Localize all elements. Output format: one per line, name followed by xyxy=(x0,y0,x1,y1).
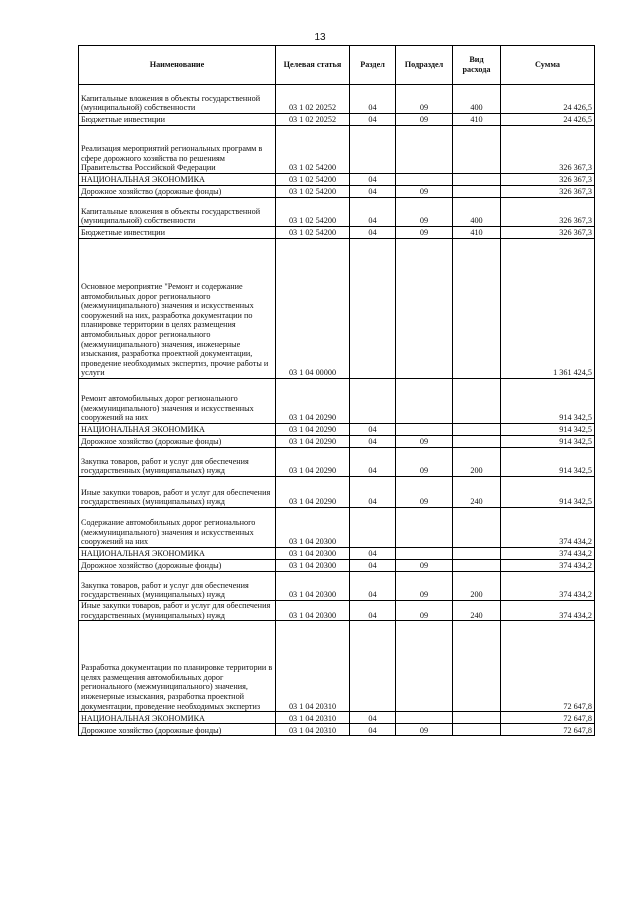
table-row xyxy=(79,424,595,436)
row-subsection xyxy=(396,548,453,560)
row-code: 03 1 04 20290 xyxy=(276,424,350,436)
row-expense-type xyxy=(453,436,501,448)
table-row xyxy=(79,572,595,601)
table-row xyxy=(79,85,595,114)
row-section: 04 xyxy=(350,601,396,621)
row-expense-type: 410 xyxy=(453,227,501,239)
table-row xyxy=(79,712,595,724)
header-expense-type: Вид расхода xyxy=(453,46,501,85)
header-section: Раздел xyxy=(350,46,396,85)
row-name: Дорожное хозяйство (дорожные фонды) xyxy=(79,560,276,572)
row-section: 04 xyxy=(350,424,396,436)
row-code: 03 1 04 20290 xyxy=(276,448,350,477)
row-subsection xyxy=(396,621,453,712)
row-expense-type xyxy=(453,126,501,174)
row-code: 03 1 04 20300 xyxy=(276,560,350,572)
row-sum: 374 434,2 xyxy=(501,508,595,548)
row-expense-type xyxy=(453,239,501,379)
row-expense-type xyxy=(453,379,501,424)
row-name: НАЦИОНАЛЬНАЯ ЭКОНОМИКА xyxy=(79,548,276,560)
row-subsection: 09 xyxy=(396,477,453,508)
row-sum: 326 367,3 xyxy=(501,126,595,174)
row-subsection: 09 xyxy=(396,227,453,239)
row-sum: 72 647,8 xyxy=(501,621,595,712)
row-section: 04 xyxy=(350,186,396,198)
row-section: 04 xyxy=(350,114,396,126)
row-code: 03 1 04 20300 xyxy=(276,508,350,548)
row-expense-type xyxy=(453,174,501,186)
row-name: Основное мероприятие "Ремонт и содержание автомобильных дорог регионального (межмуниципального) значения и искусственных сооружений на них, разработка документации по планировке территории в целях размещения автомобильных дорог регионального (межмуниципального) значения, инженерные изыскания, разработка проектной документации, проведение необходимых экспертиз, прочие работы и услуги xyxy=(79,239,276,379)
budget-table xyxy=(78,45,595,736)
row-code: 03 1 02 54200 xyxy=(276,227,350,239)
row-section: 04 xyxy=(350,548,396,560)
row-code: 03 1 02 54200 xyxy=(276,126,350,174)
row-section xyxy=(350,508,396,548)
row-section: 04 xyxy=(350,436,396,448)
row-section: 04 xyxy=(350,560,396,572)
row-expense-type: 200 xyxy=(453,572,501,601)
row-sum: 72 647,8 xyxy=(501,712,595,724)
row-code: 03 1 04 20300 xyxy=(276,572,350,601)
row-section: 04 xyxy=(350,227,396,239)
row-code: 03 1 04 20310 xyxy=(276,724,350,736)
table-row xyxy=(79,174,595,186)
table-row xyxy=(79,198,595,227)
row-code: 03 1 04 00000 xyxy=(276,239,350,379)
row-sum: 326 367,3 xyxy=(501,186,595,198)
row-sum: 326 367,3 xyxy=(501,198,595,227)
row-subsection: 09 xyxy=(396,448,453,477)
row-name: Капитальные вложения в объекты государственной (муниципальной) собственности xyxy=(79,198,276,227)
row-code: 03 1 04 20290 xyxy=(276,379,350,424)
row-subsection: 09 xyxy=(396,560,453,572)
table-row xyxy=(79,114,595,126)
table-row xyxy=(79,508,595,548)
row-subsection: 09 xyxy=(396,724,453,736)
page-number: 13 xyxy=(314,32,326,43)
row-section: 04 xyxy=(350,572,396,601)
row-expense-type xyxy=(453,724,501,736)
row-subsection: 09 xyxy=(396,114,453,126)
header-code: Целевая статья xyxy=(276,46,350,85)
row-subsection: 09 xyxy=(396,186,453,198)
row-section: 04 xyxy=(350,198,396,227)
row-expense-type: 200 xyxy=(453,448,501,477)
row-name: Закупка товаров, работ и услуг для обеспечения государственных (муниципальных) нужд xyxy=(79,448,276,477)
row-subsection xyxy=(396,712,453,724)
row-sum: 1 361 424,5 xyxy=(501,239,595,379)
table-row xyxy=(79,621,595,712)
row-name: Содержание автомобильных дорог регионального (межмуниципального) значения и искусственных сооружений на них xyxy=(79,508,276,548)
row-subsection xyxy=(396,239,453,379)
table-row xyxy=(79,560,595,572)
table-row xyxy=(79,126,595,174)
row-expense-type: 240 xyxy=(453,601,501,621)
row-code: 03 1 04 20310 xyxy=(276,621,350,712)
row-name: Дорожное хозяйство (дорожные фонды) xyxy=(79,436,276,448)
row-name: НАЦИОНАЛЬНАЯ ЭКОНОМИКА xyxy=(79,174,276,186)
row-section: 04 xyxy=(350,712,396,724)
row-code: 03 1 04 20300 xyxy=(276,601,350,621)
row-sum: 374 434,2 xyxy=(501,601,595,621)
row-sum: 914 342,5 xyxy=(501,424,595,436)
row-sum: 72 647,8 xyxy=(501,724,595,736)
table-header-row xyxy=(79,46,595,85)
row-name: Дорожное хозяйство (дорожные фонды) xyxy=(79,186,276,198)
row-sum: 374 434,2 xyxy=(501,572,595,601)
row-subsection xyxy=(396,508,453,548)
table-row xyxy=(79,239,595,379)
row-code: 03 1 04 20290 xyxy=(276,436,350,448)
row-expense-type: 400 xyxy=(453,198,501,227)
row-expense-type xyxy=(453,621,501,712)
row-name: Реализация мероприятий региональных программ в сфере дорожного хозяйства по решениям Правительства Российской Федерации xyxy=(79,126,276,174)
row-name: Дорожное хозяйство (дорожные фонды) xyxy=(79,724,276,736)
row-expense-type xyxy=(453,560,501,572)
row-section: 04 xyxy=(350,448,396,477)
row-name: Разработка документации по планировке территории в целях размещения автомобильных дорог регионального (межмуниципального) значения, инженерные изыскания, разработка проектной документации, проведение необходимых экспертиз xyxy=(79,621,276,712)
row-subsection: 09 xyxy=(396,198,453,227)
row-section xyxy=(350,621,396,712)
table-row xyxy=(79,186,595,198)
row-sum: 914 342,5 xyxy=(501,477,595,508)
row-name: Капитальные вложения в объекты государственной (муниципальной) собственности xyxy=(79,85,276,114)
row-sum: 914 342,5 xyxy=(501,436,595,448)
row-code: 03 1 04 20310 xyxy=(276,712,350,724)
row-code: 03 1 02 20252 xyxy=(276,85,350,114)
table-row xyxy=(79,436,595,448)
table-row xyxy=(79,548,595,560)
row-name: Иные закупки товаров, работ и услуг для обеспечения государственных (муниципальных) нужд xyxy=(79,601,276,621)
row-subsection xyxy=(396,126,453,174)
row-subsection xyxy=(396,174,453,186)
row-section xyxy=(350,126,396,174)
row-name: Закупка товаров, работ и услуг для обеспечения государственных (муниципальных) нужд xyxy=(79,572,276,601)
header-subsection: Подраздел xyxy=(396,46,453,85)
row-subsection: 09 xyxy=(396,436,453,448)
table-row xyxy=(79,477,595,508)
row-code: 03 1 02 54200 xyxy=(276,174,350,186)
row-sum: 24 426,5 xyxy=(501,114,595,126)
row-sum: 326 367,3 xyxy=(501,174,595,186)
row-name: Иные закупки товаров, работ и услуг для обеспечения государственных (муниципальных) нужд xyxy=(79,477,276,508)
row-code: 03 1 04 20290 xyxy=(276,477,350,508)
row-subsection: 09 xyxy=(396,572,453,601)
row-sum: 374 434,2 xyxy=(501,548,595,560)
table-row xyxy=(79,601,595,621)
table-row xyxy=(79,724,595,736)
row-name: Бюджетные инвестиции xyxy=(79,114,276,126)
row-expense-type xyxy=(453,508,501,548)
header-name: Наименование xyxy=(79,46,276,85)
row-expense-type: 240 xyxy=(453,477,501,508)
table-row xyxy=(79,448,595,477)
row-code: 03 1 02 54200 xyxy=(276,198,350,227)
header-sum: Сумма xyxy=(501,46,595,85)
row-code: 03 1 02 20252 xyxy=(276,114,350,126)
row-name: НАЦИОНАЛЬНАЯ ЭКОНОМИКА xyxy=(79,424,276,436)
table-row xyxy=(79,227,595,239)
row-sum: 374 434,2 xyxy=(501,560,595,572)
row-expense-type: 400 xyxy=(453,85,501,114)
row-subsection: 09 xyxy=(396,601,453,621)
row-name: НАЦИОНАЛЬНАЯ ЭКОНОМИКА xyxy=(79,712,276,724)
row-name: Ремонт автомобильных дорог регионального (межмуниципального) значения и искусственных сооружений на них xyxy=(79,379,276,424)
row-section xyxy=(350,379,396,424)
row-expense-type xyxy=(453,712,501,724)
row-section: 04 xyxy=(350,174,396,186)
row-sum: 326 367,3 xyxy=(501,227,595,239)
row-expense-type xyxy=(453,548,501,560)
row-sum: 24 426,5 xyxy=(501,85,595,114)
row-section: 04 xyxy=(350,724,396,736)
row-sum: 914 342,5 xyxy=(501,448,595,477)
row-subsection: 09 xyxy=(396,85,453,114)
table-row xyxy=(79,379,595,424)
row-subsection xyxy=(396,424,453,436)
row-section: 04 xyxy=(350,477,396,508)
row-expense-type: 410 xyxy=(453,114,501,126)
row-expense-type xyxy=(453,186,501,198)
row-code: 03 1 04 20300 xyxy=(276,548,350,560)
row-name: Бюджетные инвестиции xyxy=(79,227,276,239)
row-section xyxy=(350,239,396,379)
row-subsection xyxy=(396,379,453,424)
row-code: 03 1 02 54200 xyxy=(276,186,350,198)
row-section: 04 xyxy=(350,85,396,114)
row-sum: 914 342,5 xyxy=(501,379,595,424)
row-expense-type xyxy=(453,424,501,436)
